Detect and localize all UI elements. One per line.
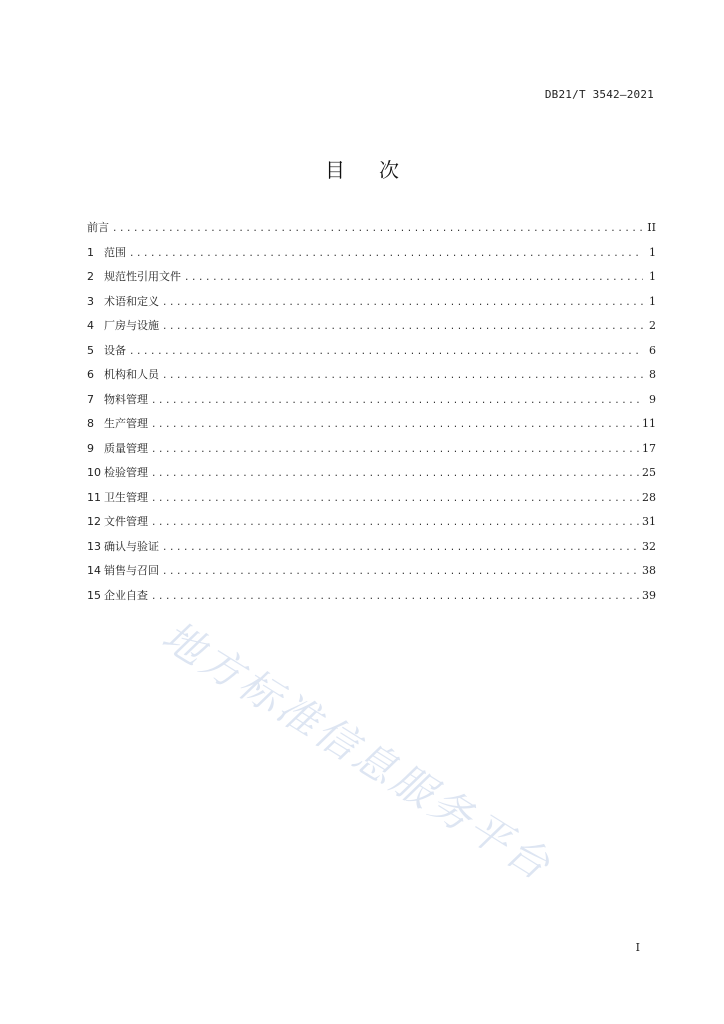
toc-item-8[interactable] [87, 415, 656, 440]
toc-item-number: 9 [87, 441, 94, 455]
toc-item-page: 32 [642, 539, 656, 553]
toc-leader-dots [162, 322, 643, 332]
toc-item-number: 3 [87, 294, 94, 308]
toc-item-label: 文件管理 [104, 515, 148, 528]
toc-title-first-char: 目 [325, 158, 345, 182]
toc-leader-dots [184, 273, 643, 283]
toc-item-label: 检验管理 [104, 466, 148, 479]
toc-item-number: 6 [87, 368, 94, 381]
toc-leader-dots [151, 494, 639, 504]
toc-item-number: 15 [87, 588, 101, 602]
toc-item-page: 2 [649, 319, 656, 332]
toc-item-label: 前言 [87, 221, 109, 234]
watermark: 地方标准信息服务平台 [153, 611, 561, 891]
toc-item-page: 1 [649, 270, 656, 283]
toc-item-label: 规范性引用文件 [104, 270, 181, 283]
toc-leader-dots [112, 224, 643, 234]
toc-item-6[interactable] [87, 366, 656, 391]
toc-item-3[interactable] [87, 293, 656, 318]
toc-item-label: 机构和人员 [104, 368, 159, 381]
toc-item-number: 1 [87, 245, 94, 259]
toc-leader-dots [162, 298, 643, 308]
toc-item-number: 14 [87, 564, 101, 577]
toc-leader-dots [129, 249, 643, 259]
toc-item-14[interactable] [87, 562, 656, 587]
toc-item-number: 12 [87, 515, 101, 528]
toc-item-label: 确认与验证 [104, 539, 159, 553]
toc-title [0, 154, 724, 183]
toc-item-page: II [647, 221, 656, 234]
toc-item-number: 8 [87, 417, 94, 430]
toc-leader-dots [162, 567, 639, 577]
toc-item-11[interactable] [87, 489, 656, 514]
toc-item-7[interactable] [87, 391, 656, 416]
toc-item-label: 卫生管理 [104, 490, 148, 504]
toc-item-label: 生产管理 [104, 417, 148, 430]
toc-leader-dots [151, 396, 643, 406]
toc-item-foreword[interactable] [87, 219, 656, 244]
toc-item-page: 11 [642, 417, 656, 430]
toc-leader-dots [151, 445, 639, 455]
toc-item-number: 10 [87, 466, 101, 479]
toc-item-label: 质量管理 [104, 441, 148, 455]
toc-item-label: 厂房与设施 [104, 319, 159, 332]
toc-item-label: 设备 [104, 343, 126, 357]
toc-item-1[interactable] [87, 244, 656, 269]
toc-item-label: 术语和定义 [104, 294, 159, 308]
toc-item-label: 销售与召回 [104, 564, 159, 577]
toc-item-label: 物料管理 [104, 392, 148, 406]
toc-item-page: 28 [642, 490, 656, 504]
toc-item-label: 企业自查 [104, 588, 148, 602]
toc-item-page: 1 [649, 294, 656, 308]
toc-item-page: 39 [642, 588, 656, 602]
toc-leader-dots [151, 592, 639, 602]
toc-item-page: 25 [642, 466, 656, 479]
toc-leader-dots [162, 543, 639, 553]
toc-leader-dots [129, 347, 643, 357]
document-code: DB21/T 3542—2021 [544, 88, 654, 101]
toc-item-page: 1 [649, 245, 656, 259]
toc-item-page: 31 [642, 515, 656, 528]
toc-item-number: 7 [87, 392, 94, 406]
toc-item-number: 5 [87, 343, 94, 357]
toc-item-12[interactable] [87, 513, 656, 538]
toc-item-5[interactable] [87, 342, 656, 367]
toc-leader-dots [151, 420, 639, 430]
toc-leader-dots [162, 371, 643, 381]
toc-item-page: 9 [649, 392, 656, 406]
toc-list [87, 219, 656, 611]
toc-leader-dots [151, 469, 639, 479]
toc-item-label: 范围 [104, 245, 126, 259]
toc-item-4[interactable] [87, 317, 656, 342]
toc-item-page: 8 [649, 368, 656, 381]
page-number: I [635, 941, 640, 954]
toc-item-number: 11 [87, 490, 101, 504]
toc-item-number: 2 [87, 270, 94, 283]
toc-item-number: 13 [87, 539, 101, 553]
toc-item-13[interactable] [87, 538, 656, 563]
toc-item-page: 38 [642, 564, 656, 577]
toc-item-15[interactable] [87, 587, 656, 612]
toc-leader-dots [151, 518, 639, 528]
toc-item-9[interactable] [87, 440, 656, 465]
toc-item-page: 6 [649, 343, 656, 357]
toc-item-2[interactable] [87, 268, 656, 293]
toc-item-10[interactable] [87, 464, 656, 489]
toc-item-number: 4 [87, 319, 94, 332]
toc-item-page: 17 [642, 441, 656, 455]
toc-title-second-char: 次 [379, 158, 399, 182]
